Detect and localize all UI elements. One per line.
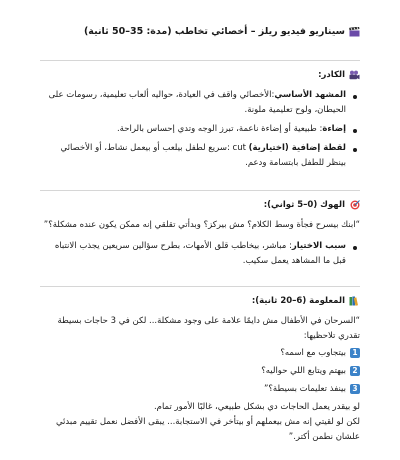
divider	[40, 286, 360, 287]
movie-camera-icon	[350, 70, 360, 80]
keycap-1-icon: 1	[350, 348, 360, 358]
info-body	[40, 314, 360, 445]
check-point-text: بيتجاوب مع اسمه؟	[280, 347, 346, 358]
books-icon	[350, 296, 360, 306]
clapper-board-icon	[350, 27, 360, 37]
check-point-text: بينفذ تعليمات بسيطة؟”	[264, 383, 346, 394]
hook-heading	[40, 198, 360, 213]
camera-list-block	[40, 88, 360, 174]
divider	[40, 190, 360, 191]
item-text: :الأخصائي واقف في العيادة، حواليه ألعاب تعليمية، رسومات على الحيطان، ولوح تعليمية ملونة.	[48, 90, 346, 115]
check-point	[40, 382, 360, 397]
check-point	[40, 346, 360, 361]
list-item	[40, 88, 346, 118]
item-label: سبب الاختيار	[291, 240, 346, 251]
script-title	[40, 24, 360, 41]
list-item	[40, 122, 346, 137]
item-text: cut :سريع لطفل بيلعب أو بيعمل نشاط، أو الأخصائي بينظر للطفل بابتسامة ودعم.	[60, 142, 346, 168]
target-icon	[350, 200, 360, 210]
item-label: لقطة إضافية (اختيارية)	[248, 142, 346, 153]
list-item	[40, 141, 346, 171]
divider	[40, 60, 360, 61]
info-heading-text: المعلومة (6–20 ثانية):	[251, 296, 345, 306]
script-title-text: سيناريو فيديو ريلز – أخصائي تخاطب (مدة: 35–50 ثانية)	[83, 26, 345, 37]
hook-heading-text: الهوك (0–5 ثواني):	[263, 200, 345, 210]
hook-list	[40, 239, 360, 269]
item-text: : طبيعية أو إضاءة ناعمة، تبرز الوجه وتدي إحساس بالراحة.	[116, 123, 323, 134]
info-outro-2: لكن لو لقيتي إنه مش بيعملهم أو بيتأخر في الاستجابة... يبقى الأفضل نعمل تقييم مبدئي علشان نطمن أكتر.”	[55, 417, 360, 443]
item-text: : مباشر، بيخاطب قلق الأمهات، بطرح سؤالين سريعين يجذب الانتباه قبل ما المشاهد يعمل سكيب.	[54, 240, 346, 266]
item-label: المشهد الأساسي	[274, 90, 346, 100]
camera-heading-text: الكادر:	[318, 70, 345, 80]
check-point-text: بيهتم ويتابع اللي حواليه؟	[261, 365, 346, 376]
keycap-2-icon: 2	[350, 366, 360, 376]
check-point	[40, 364, 360, 379]
keycap-3-icon: 3	[350, 384, 360, 394]
item-label: إضاءة	[322, 123, 346, 134]
camera-heading	[40, 68, 360, 83]
list-item	[40, 239, 346, 269]
camera-list	[40, 88, 360, 170]
info-intro: “السرحان في الأطفال مش دايمًا علامة على وجود مشكلة... لكن في 3 حاجات بسيطة تقدري تلاحظيها:	[57, 316, 360, 341]
hook-body	[40, 218, 360, 273]
info-outro-1: لو بيقدر يعمل الحاجات دي بشكل طبيعي، غالبًا الأمور تمام.	[153, 402, 360, 413]
hook-quote: “ابنك بيسرح فجأة وسط الكلام؟ مش بيركز؟ وبدأتي تقلقي إنه ممكن يكون عنده مشكلة؟”	[43, 220, 360, 230]
info-heading	[40, 294, 360, 309]
